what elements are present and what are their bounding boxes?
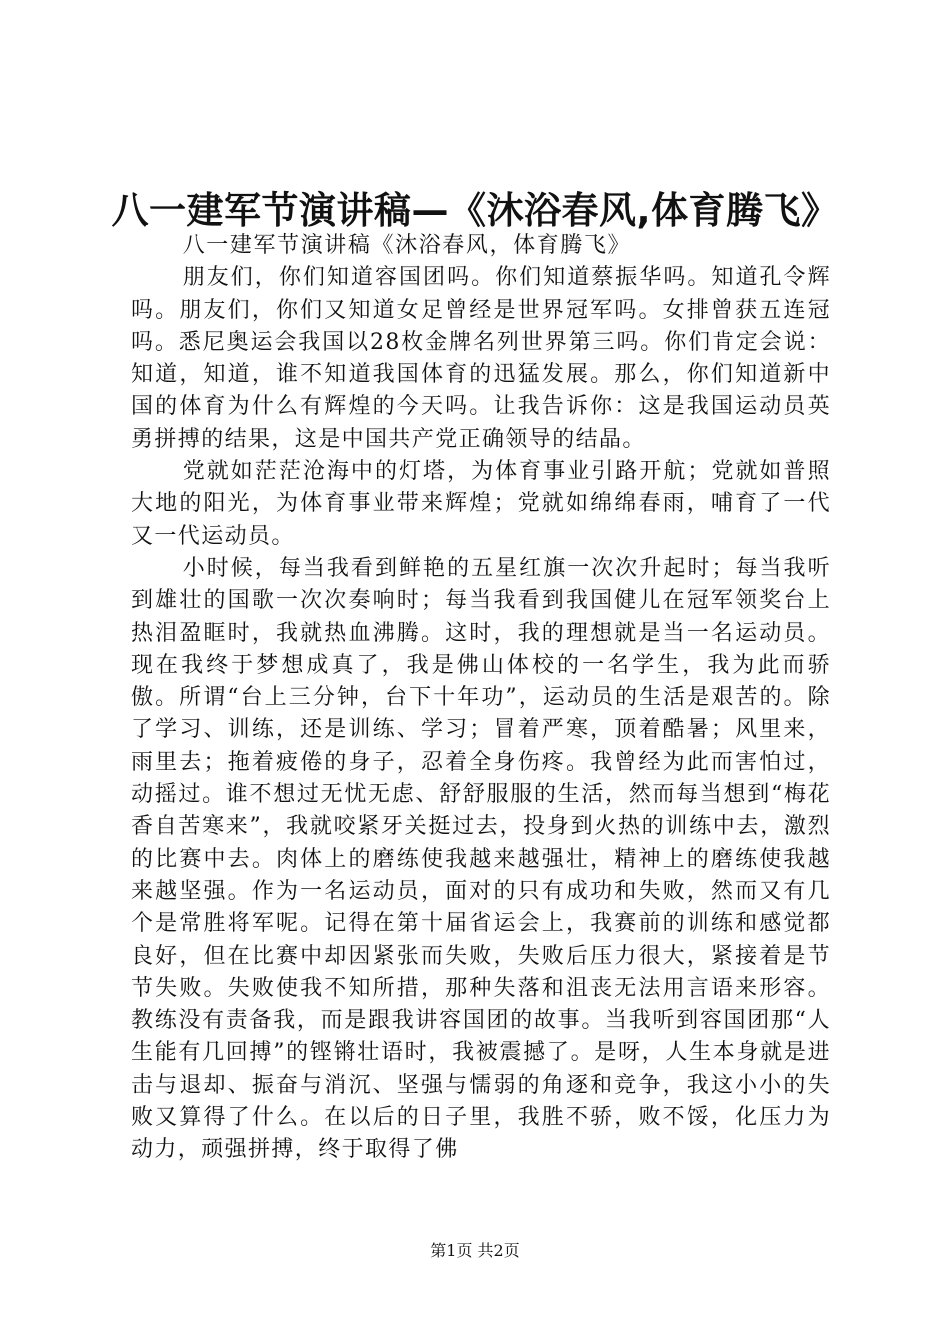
page-title: 八一建军节演讲稿—《沐浴春风,体育腾飞》 (111, 189, 839, 232)
document-body (131, 230, 831, 1167)
page-number-footer: 第1页 共2页 (430, 1241, 520, 1260)
document-subtitle: 八一建军节演讲稿《沐浴春风，体育腾飞》 (182, 233, 632, 258)
paragraph-3: 小时候，每当我看到鲜艳的五星红旗一次次升起时；每当我听到雄壮的国歌一次次奏响时；每当我看到我国健儿在冠军领奖台上热泪盈眶时，我就热血沸腾。这时，我的理想就是当一名运动员。现在我终于梦想成真了，我是佛山体校的一名学生，我为此而骄傲。所谓“台上三分钟，台下十年功”，运动员的生活是艰苦的。除了学习、训练，还是训练、学习；冒着严寒，顶着酷暑；风里来，雨里去；拖着疲倦的身子，忍着全身伤疼。我曾经为此而害怕过，动摇过。谁不想过无忧无虑、舒舒服服的生活，然而每当想到“梅花香自苦寒来”，我就咬紧牙关挺过去，投身到火热的训练中去，激烈的比赛中去。肉体上的磨练使我越来越强壮，精神上的磨练使我越来越坚强。作为一名运动员，面对的只有成功和失败，然而又有几个是常胜将军呢。记得在第十届省运会上，我赛前的训练和感觉都良好，但在比赛中却因紧张而失败，失败后压力很大，紧接着是节节失败。失败使我不知所措，那种失落和沮丧无法用言语来形容。教练没有责备我，而是跟我讲容国团的故事。当我听到容国团那“人生能有几回搏”的铿锵壮语时，我被震撼了。是呀，人生本身就是进击与退却、振奋与消沉、坚强与懦弱的角逐和竞争，我这小小的失败又算得了什么。在以后的日子里，我胜不骄，败不馁，化压力为动力，顽强拼搏，终于取得了佛 (131, 555, 831, 1163)
paragraph-2: 党就如茫茫沧海中的灯塔，为体育事业引路开航；党就如普照大地的阳光，为体育事业带来辉煌；党就如绵绵春雨，哺育了一代又一代运动员。 (131, 459, 831, 549)
paragraph-1: 朋友们，你们知道容国团吗。你们知道蔡振华吗。知道孔令辉吗。朋友们，你们又知道女足曾经是世界冠军吗。女排曾获五连冠吗。悉尼奥运会我国以28枚金牌名列世界第三吗。你们肯定会说：知道，知道，谁不知道我国体育的迅猛发展。那么，你们知道新中国的体育为什么有辉煌的今天吗。让我告诉你：这是我国运动员英勇拼搏的结果，这是中国共产党正确领导的结晶。 (131, 265, 831, 452)
